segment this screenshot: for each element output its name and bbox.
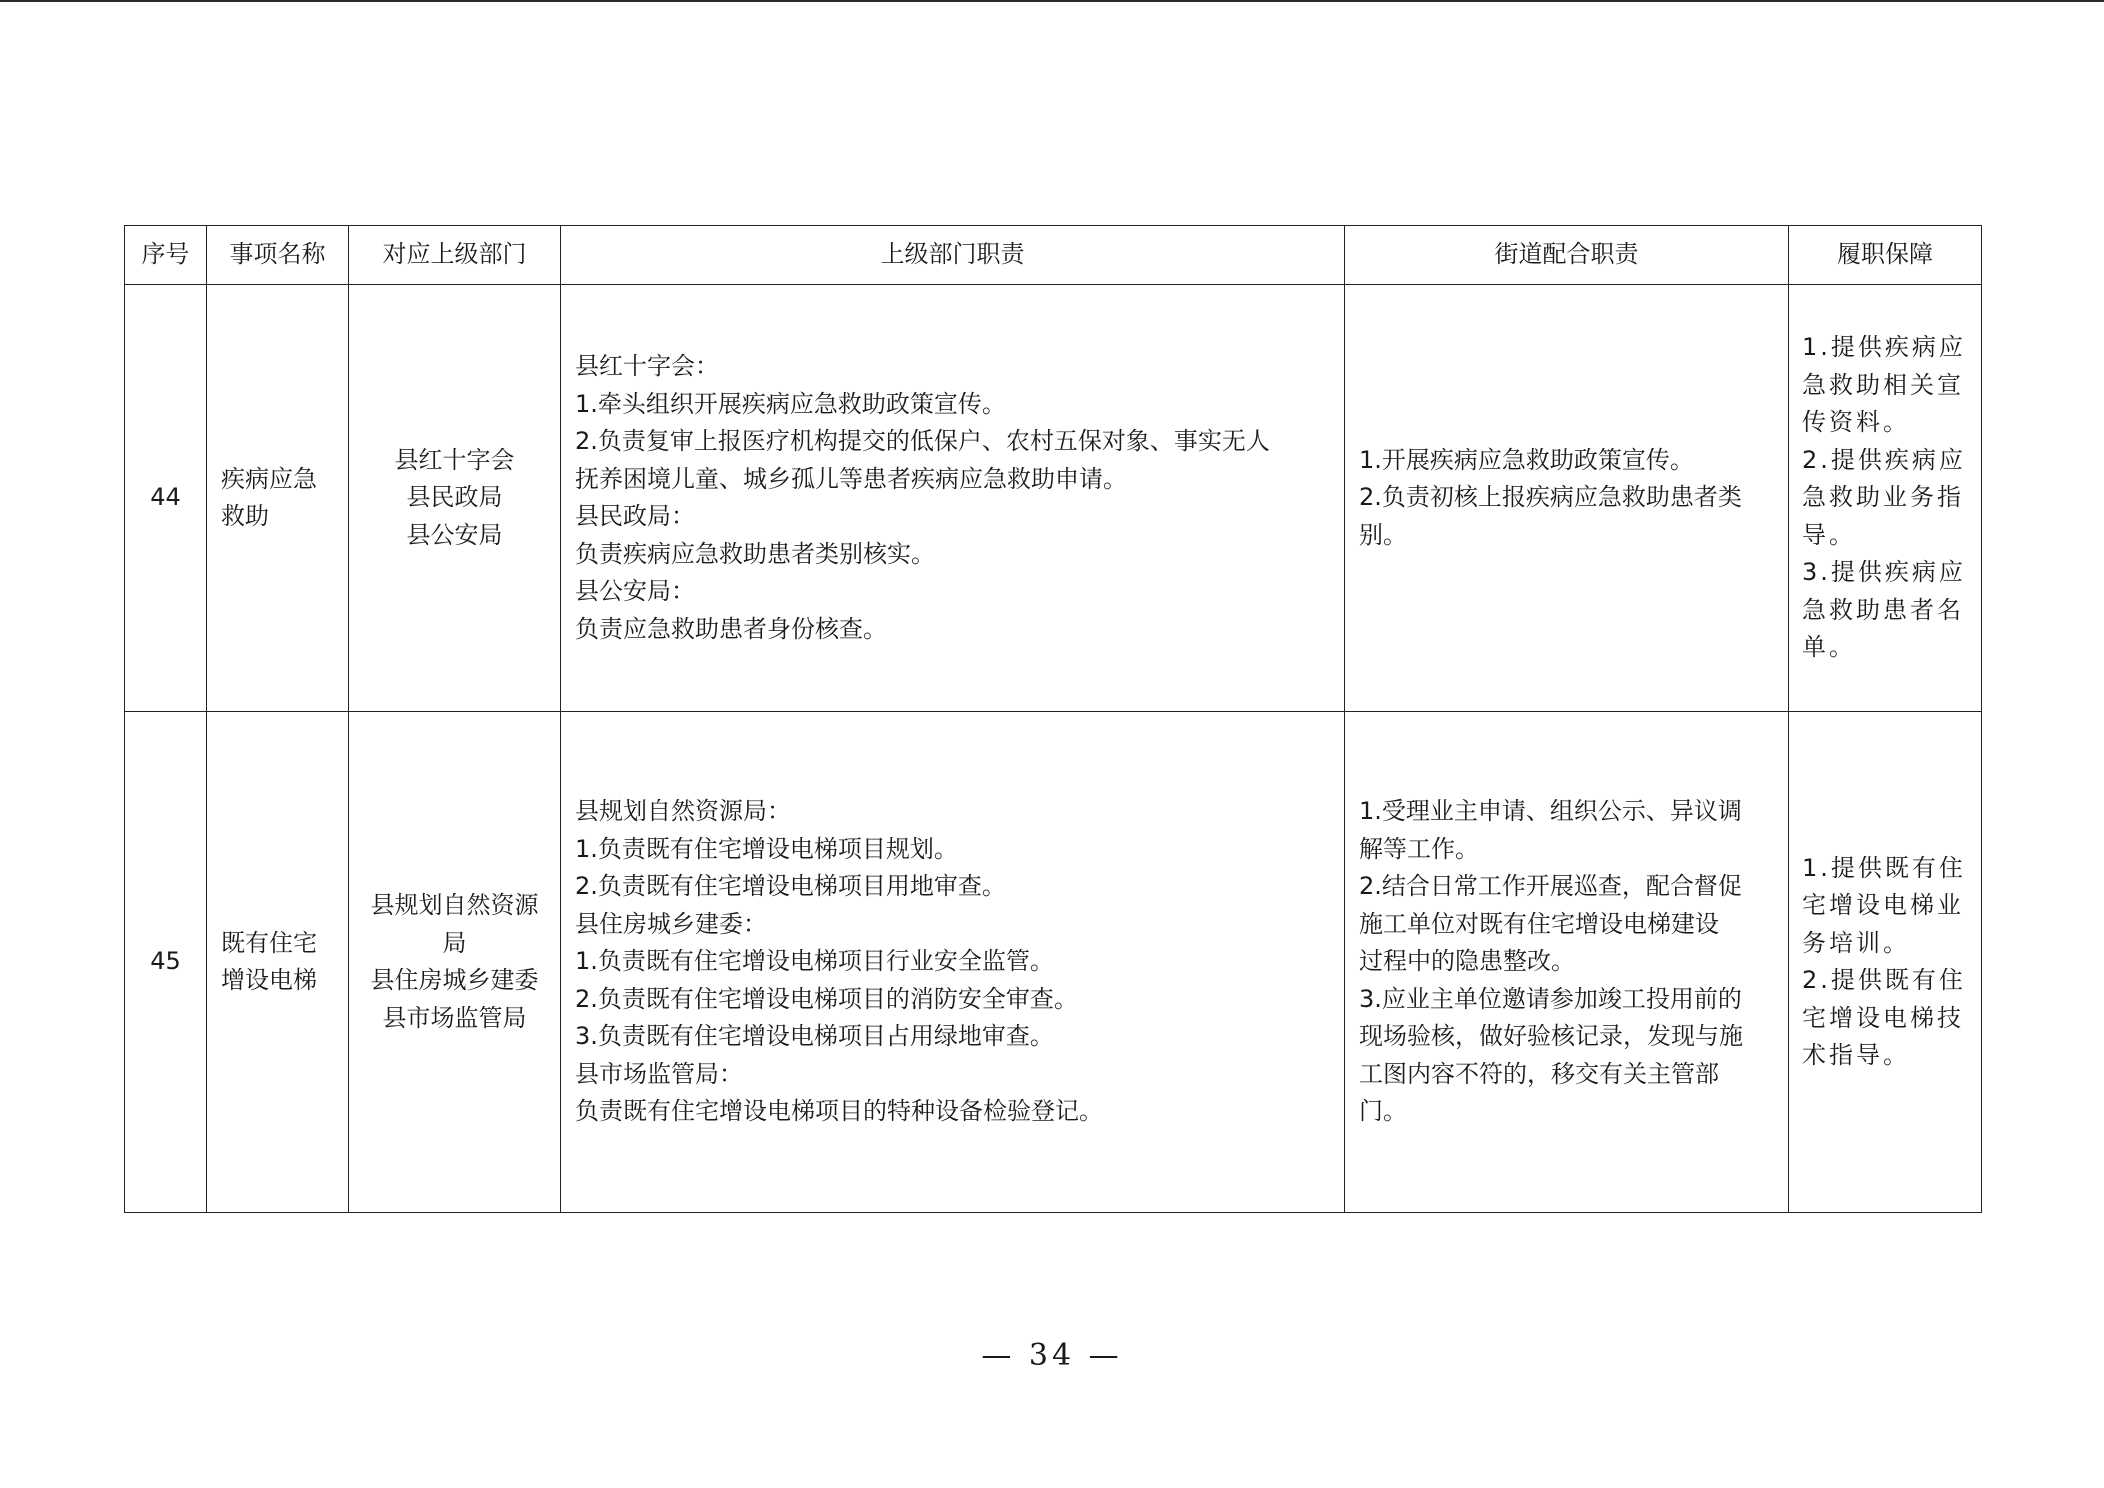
upper-duty-line: 2.负责复审上报医疗机构提交的低保户、农村五保对象、事实无人 [575,427,1270,455]
street-duty-line: 3.应业主单位邀请参加竣工投用前的 [1359,984,1742,1013]
table-header-row [125,226,1982,285]
street-duty-line: 2.负责初核上报疾病应急救助患者类 [1359,483,1742,512]
upper-duty-line: 县公安局： [575,577,695,605]
street-duty-line: 别。 [1359,520,1407,549]
dept-line: 县公安局 [406,520,503,549]
support-line: 传资料。 [1802,408,1910,437]
support-line: 导。 [1802,520,1856,549]
item-name-line: 既有住宅 [221,928,317,957]
header-name: 事项名称 [207,226,349,285]
dept-line: 县民政局 [406,483,503,512]
support-line: 2.提供既有住 [1802,966,1966,994]
upper-duty-line: 县规划自然资源局： [575,797,791,826]
street-duty-cell [1345,712,1789,1213]
support-line: 1.提供既有住 [1802,853,1966,882]
header-street-duty: 街道配合职责 [1345,226,1789,285]
support-line: 急救助相关宣 [1802,370,1964,399]
dept-line: 县规划自然资源 [370,891,539,919]
upper-duty-line: 1.负责既有住宅增设电梯项目行业安全监管。 [575,947,1054,976]
upper-duty-line: 县民政局： [575,502,695,530]
row-number: 45 [125,712,207,1213]
top-border-line [0,0,2104,2]
dept-cell [349,712,561,1213]
street-duty-line: 过程中的隐患整改。 [1359,947,1575,976]
dept-line: 县住房城乡建委 [370,966,539,994]
support-line: 务培训。 [1802,928,1910,957]
item-name-cell [207,285,349,712]
item-name-line: 救助 [221,502,269,530]
upper-duty-line: 县住房城乡建委： [575,909,767,938]
street-duty-line: 施工单位对既有住宅增设电梯建设 [1359,909,1719,938]
page-number: — 34 — [981,1338,1123,1373]
upper-duty-line: 3.负责既有住宅增设电梯项目占用绿地审查。 [575,1022,1054,1051]
support-line: 3.提供疾病应 [1802,558,1966,587]
header-upper-duty: 上级部门职责 [561,226,1345,285]
street-duty-line: 门。 [1359,1097,1407,1126]
duty-table [124,225,1982,1213]
support-line: 宅增设电梯业 [1802,891,1964,919]
upper-duty-line: 负责既有住宅增设电梯项目的特种设备检验登记。 [575,1097,1103,1126]
support-line: 单。 [1802,633,1856,662]
item-name-cell [207,712,349,1213]
upper-duty-line: 1.负责既有住宅增设电梯项目规划。 [575,834,958,863]
support-cell [1789,712,1982,1213]
dept-line: 县红十字会 [394,445,515,474]
dept-cell [349,285,561,712]
dept-line: 县市场监管局 [382,1003,527,1032]
upper-duty-line: 县市场监管局： [575,1059,743,1088]
support-line: 宅增设电梯技 [1802,1003,1964,1032]
street-duty-cell [1345,285,1789,712]
support-line: 术指导。 [1802,1041,1910,1069]
upper-duty-line: 2.负责既有住宅增设电梯项目的消防安全审查。 [575,984,1078,1013]
street-duty-line: 现场验核，做好验核记录，发现与施 [1359,1022,1743,1051]
header-no: 序号 [125,226,207,285]
support-line: 1.提供疾病应 [1802,333,1966,362]
support-line: 急救助患者名 [1802,595,1964,624]
street-duty-line: 2.结合日常工作开展巡查，配合督促 [1359,872,1742,901]
upper-duty-cell [561,285,1345,712]
table-row [125,285,1982,712]
street-duty-line: 工图内容不符的，移交有关主管部 [1359,1059,1719,1088]
support-line: 2.提供疾病应 [1802,445,1966,474]
upper-duty-cell [561,712,1345,1213]
row-number: 44 [125,285,207,712]
header-dept: 对应上级部门 [349,226,561,285]
street-duty-line: 1.开展疾病应急救助政策宣传。 [1359,445,1694,474]
support-cell [1789,285,1982,712]
support-line: 急救助业务指 [1802,483,1964,512]
dept-line: 局 [442,928,467,957]
street-duty-line: 解等工作。 [1359,834,1479,863]
upper-duty-line: 抚养困境儿童、城乡孤儿等患者疾病应急救助申请。 [575,464,1127,493]
upper-duty-line: 负责应急救助患者身份核查。 [575,614,887,643]
street-duty-line: 1.受理业主申请、组织公示、异议调 [1359,797,1742,826]
table-row [125,712,1982,1213]
upper-duty-line: 县红十字会： [575,352,719,380]
upper-duty-line: 2.负责既有住宅增设电梯项目用地审查。 [575,872,1006,901]
upper-duty-line: 1.牵头组织开展疾病应急救助政策宣传。 [575,389,1006,418]
item-name-line: 增设电梯 [221,966,317,994]
upper-duty-line: 负责疾病应急救助患者类别核实。 [575,539,935,568]
header-support: 履职保障 [1789,226,1982,285]
item-name-line: 疾病应急 [221,464,317,493]
